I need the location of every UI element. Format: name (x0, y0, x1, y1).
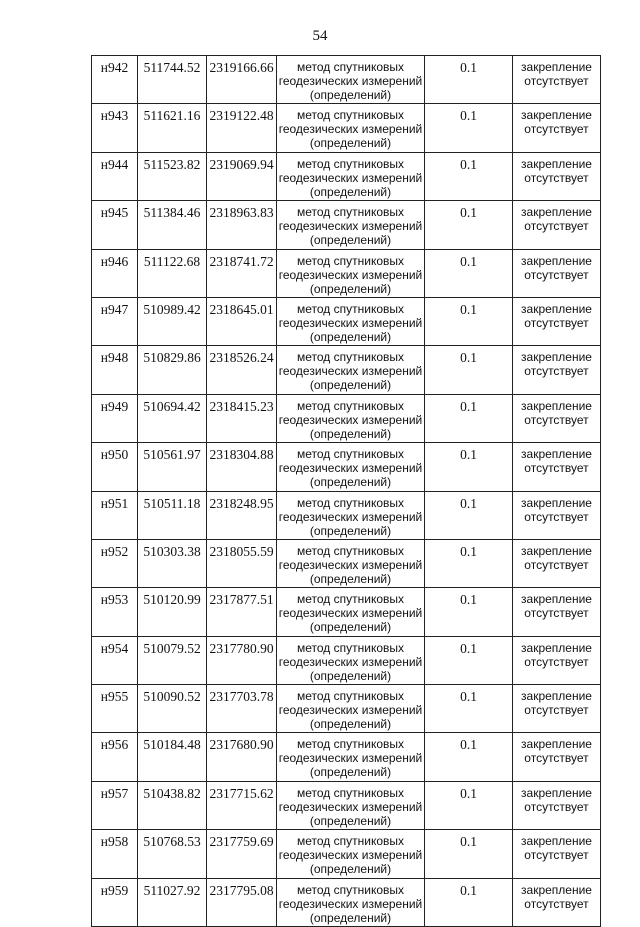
point-id-cell: н946 (92, 249, 138, 297)
method-cell (277, 297, 425, 345)
y-coordinate-cell: 2317759.69 (207, 830, 277, 878)
method-cell (277, 394, 425, 442)
mark-description-cell (513, 878, 601, 926)
mark-description-cell (513, 56, 601, 104)
method-line: метод спутниковых (296, 834, 404, 849)
y-coordinate-cell: 2318741.72 (207, 249, 277, 297)
method-line: метод спутниковых (296, 689, 404, 704)
precision-cell: 0.1 (425, 297, 513, 345)
mark-description-cell (513, 201, 601, 249)
mark-line: отсутствует (524, 848, 589, 863)
mark-description-cell (513, 830, 601, 878)
precision-cell: 0.1 (425, 394, 513, 442)
method-cell (277, 152, 425, 200)
method-cell (277, 830, 425, 878)
method-line: метод спутниковых (296, 882, 404, 897)
y-coordinate-cell: 2317780.90 (207, 636, 277, 684)
mark-line: закрепление (521, 640, 592, 655)
method-line: метод спутниковых (296, 156, 404, 171)
point-id-cell: н958 (92, 830, 138, 878)
table-row (92, 878, 601, 926)
table-row (92, 636, 601, 684)
method-line: метод спутниковых (296, 253, 404, 268)
mark-description-cell (513, 104, 601, 152)
mark-line: отсутствует (524, 461, 589, 476)
mark-description-cell (513, 781, 601, 829)
x-coordinate-cell: 511027.92 (138, 878, 207, 926)
precision-cell: 0.1 (425, 249, 513, 297)
point-id-cell: н951 (92, 491, 138, 539)
x-coordinate-cell: 510768.53 (138, 830, 207, 878)
method-line: метод спутниковых (296, 785, 404, 800)
method-line: геодезических измерений (278, 170, 423, 185)
method-line: геодезических измерений (278, 412, 423, 427)
method-line: геодезических измерений (278, 315, 423, 330)
method-line: метод спутниковых (296, 108, 404, 123)
mark-line: закрепление (521, 60, 592, 74)
method-cell (277, 733, 425, 781)
x-coordinate-cell: 511523.82 (138, 152, 207, 200)
method-line: (определений) (309, 620, 392, 635)
mark-description-cell (513, 297, 601, 345)
x-coordinate-cell: 510989.42 (138, 297, 207, 345)
method-line: метод спутниковых (296, 737, 404, 752)
mark-line: отсутствует (524, 364, 589, 379)
method-line: геодезических измерений (278, 606, 423, 621)
point-id-cell: н953 (92, 588, 138, 636)
table-row (92, 491, 601, 539)
method-cell (277, 56, 425, 104)
method-line: геодезических измерений (278, 364, 423, 379)
point-id-cell: н950 (92, 443, 138, 491)
point-id-cell: н945 (92, 201, 138, 249)
table-row (92, 152, 601, 200)
table-row (92, 346, 601, 394)
y-coordinate-cell: 2318304.88 (207, 443, 277, 491)
precision-cell: 0.1 (425, 588, 513, 636)
mark-description-cell (513, 539, 601, 587)
precision-cell: 0.1 (425, 56, 513, 104)
mark-line: отсутствует (524, 799, 589, 814)
precision-cell: 0.1 (425, 636, 513, 684)
method-line: (определений) (309, 523, 392, 538)
x-coordinate-cell: 510120.99 (138, 588, 207, 636)
table-row (92, 830, 601, 878)
method-line: метод спутниковых (296, 350, 404, 365)
point-id-cell: н955 (92, 685, 138, 733)
mark-description-cell (513, 152, 601, 200)
method-line: метод спутниковых (296, 543, 404, 558)
method-line: метод спутниковых (296, 398, 404, 413)
mark-line: отсутствует (524, 606, 589, 621)
precision-cell: 0.1 (425, 152, 513, 200)
method-line: геодезических измерений (278, 509, 423, 524)
mark-line: отсутствует (524, 557, 589, 572)
y-coordinate-cell: 2318055.59 (207, 539, 277, 587)
precision-cell: 0.1 (425, 781, 513, 829)
mark-line: закрепление (521, 543, 592, 558)
table-row (92, 781, 601, 829)
method-line: (определений) (309, 813, 392, 828)
mark-description-cell (513, 346, 601, 394)
x-coordinate-cell: 510303.38 (138, 539, 207, 587)
method-cell (277, 491, 425, 539)
y-coordinate-cell: 2317703.78 (207, 685, 277, 733)
table-row (92, 56, 601, 104)
point-id-cell: н948 (92, 346, 138, 394)
y-coordinate-cell: 2318415.23 (207, 394, 277, 442)
x-coordinate-cell: 510090.52 (138, 685, 207, 733)
precision-cell: 0.1 (425, 443, 513, 491)
table-row (92, 539, 601, 587)
table-row (92, 733, 601, 781)
precision-cell: 0.1 (425, 685, 513, 733)
method-cell (277, 781, 425, 829)
mark-description-cell (513, 733, 601, 781)
mark-line: закрепление (521, 592, 592, 607)
method-cell (277, 249, 425, 297)
mark-line: закрепление (521, 156, 592, 171)
method-line: (определений) (309, 475, 392, 490)
table-row (92, 104, 601, 152)
mark-line: отсутствует (524, 654, 589, 669)
method-line: (определений) (309, 765, 392, 780)
table-row (92, 443, 601, 491)
method-line: геодезических измерений (278, 654, 423, 669)
point-id-cell: н949 (92, 394, 138, 442)
method-line: геодезических измерений (278, 461, 423, 476)
method-line: геодезических измерений (278, 122, 423, 137)
mark-line: отсутствует (524, 896, 589, 911)
mark-line: закрепление (521, 834, 592, 849)
mark-line: отсутствует (524, 170, 589, 185)
point-id-cell: н952 (92, 539, 138, 587)
x-coordinate-cell: 511744.52 (138, 56, 207, 104)
y-coordinate-cell: 2318645.01 (207, 297, 277, 345)
table-row (92, 201, 601, 249)
method-cell (277, 443, 425, 491)
method-line: (определений) (309, 668, 392, 683)
mark-line: закрепление (521, 350, 592, 365)
mark-line: закрепление (521, 737, 592, 752)
y-coordinate-cell: 2319122.48 (207, 104, 277, 152)
method-line: (определений) (309, 136, 392, 151)
x-coordinate-cell: 511122.68 (138, 249, 207, 297)
mark-description-cell (513, 685, 601, 733)
method-line: (определений) (309, 329, 392, 344)
method-line: геодезических измерений (278, 848, 423, 863)
mark-line: закрепление (521, 108, 592, 123)
method-line: геодезических измерений (278, 267, 423, 282)
method-line: метод спутниковых (296, 205, 404, 220)
method-cell (277, 539, 425, 587)
method-line: геодезических измерений (278, 557, 423, 572)
x-coordinate-cell: 510184.48 (138, 733, 207, 781)
method-line: геодезических измерений (278, 74, 423, 88)
precision-cell: 0.1 (425, 733, 513, 781)
precision-cell: 0.1 (425, 830, 513, 878)
method-line: (определений) (309, 571, 392, 586)
precision-cell: 0.1 (425, 104, 513, 152)
mark-line: закрепление (521, 253, 592, 268)
method-line: (определений) (309, 233, 392, 248)
x-coordinate-cell: 510079.52 (138, 636, 207, 684)
method-line: (определений) (309, 88, 392, 102)
y-coordinate-cell: 2319069.94 (207, 152, 277, 200)
mark-description-cell (513, 443, 601, 491)
mark-line: отсутствует (524, 219, 589, 234)
y-coordinate-cell: 2317715.62 (207, 781, 277, 829)
method-cell (277, 346, 425, 394)
precision-cell: 0.1 (425, 878, 513, 926)
precision-cell: 0.1 (425, 201, 513, 249)
page-number: 54 (312, 28, 328, 44)
table-row (92, 394, 601, 442)
mark-description-cell (513, 249, 601, 297)
method-line: геодезических измерений (278, 703, 423, 718)
method-cell (277, 685, 425, 733)
y-coordinate-cell: 2317795.08 (207, 878, 277, 926)
method-line: метод спутниковых (296, 495, 404, 510)
method-cell (277, 636, 425, 684)
mark-line: закрепление (521, 689, 592, 704)
mark-line: отсутствует (524, 267, 589, 282)
mark-line: закрепление (521, 301, 592, 316)
mark-line: отсутствует (524, 703, 589, 718)
method-line: геодезических измерений (278, 751, 423, 766)
mark-description-cell (513, 491, 601, 539)
table-row (92, 297, 601, 345)
table-row (92, 249, 601, 297)
method-line: (определений) (309, 184, 392, 199)
method-line: метод спутниковых (296, 301, 404, 316)
point-id-cell: н942 (92, 56, 138, 104)
point-id-cell: н959 (92, 878, 138, 926)
point-id-cell: н957 (92, 781, 138, 829)
coordinates-table (91, 55, 601, 927)
method-cell (277, 878, 425, 926)
y-coordinate-cell: 2318248.95 (207, 491, 277, 539)
x-coordinate-cell: 510561.97 (138, 443, 207, 491)
point-id-cell: н944 (92, 152, 138, 200)
method-line: метод спутниковых (296, 640, 404, 655)
precision-cell: 0.1 (425, 346, 513, 394)
x-coordinate-cell: 511621.16 (138, 104, 207, 152)
method-line: геодезических измерений (278, 799, 423, 814)
x-coordinate-cell: 510438.82 (138, 781, 207, 829)
method-line: (определений) (309, 426, 392, 441)
x-coordinate-cell: 510511.18 (138, 491, 207, 539)
mark-line: закрепление (521, 495, 592, 510)
method-line: метод спутниковых (296, 60, 404, 74)
point-id-cell: н947 (92, 297, 138, 345)
method-line: геодезических измерений (278, 896, 423, 911)
mark-line: отсутствует (524, 122, 589, 137)
method-line: метод спутниковых (296, 447, 404, 462)
mark-description-cell (513, 636, 601, 684)
mark-line: отсутствует (524, 751, 589, 766)
precision-cell: 0.1 (425, 539, 513, 587)
precision-cell: 0.1 (425, 491, 513, 539)
point-id-cell: н954 (92, 636, 138, 684)
y-coordinate-cell: 2319166.66 (207, 56, 277, 104)
mark-description-cell (513, 394, 601, 442)
mark-line: закрепление (521, 205, 592, 220)
mark-description-cell (513, 588, 601, 636)
mark-line: отсутствует (524, 74, 589, 88)
method-line: (определений) (309, 281, 392, 296)
mark-line: отсутствует (524, 315, 589, 330)
method-cell (277, 201, 425, 249)
x-coordinate-cell: 510829.86 (138, 346, 207, 394)
x-coordinate-cell: 510694.42 (138, 394, 207, 442)
table-row (92, 588, 601, 636)
y-coordinate-cell: 2317680.90 (207, 733, 277, 781)
method-cell (277, 588, 425, 636)
point-id-cell: н956 (92, 733, 138, 781)
mark-line: закрепление (521, 882, 592, 897)
method-line: (определений) (309, 910, 392, 925)
method-line: геодезических измерений (278, 219, 423, 234)
method-line: (определений) (309, 717, 392, 732)
y-coordinate-cell: 2317877.51 (207, 588, 277, 636)
method-line: метод спутниковых (296, 592, 404, 607)
mark-line: отсутствует (524, 509, 589, 524)
point-id-cell: н943 (92, 104, 138, 152)
mark-line: отсутствует (524, 412, 589, 427)
x-coordinate-cell: 511384.46 (138, 201, 207, 249)
mark-line: закрепление (521, 447, 592, 462)
table-row (92, 685, 601, 733)
y-coordinate-cell: 2318526.24 (207, 346, 277, 394)
method-line: (определений) (309, 378, 392, 393)
method-cell (277, 104, 425, 152)
mark-line: закрепление (521, 785, 592, 800)
mark-line: закрепление (521, 398, 592, 413)
y-coordinate-cell: 2318963.83 (207, 201, 277, 249)
method-line: (определений) (309, 862, 392, 877)
